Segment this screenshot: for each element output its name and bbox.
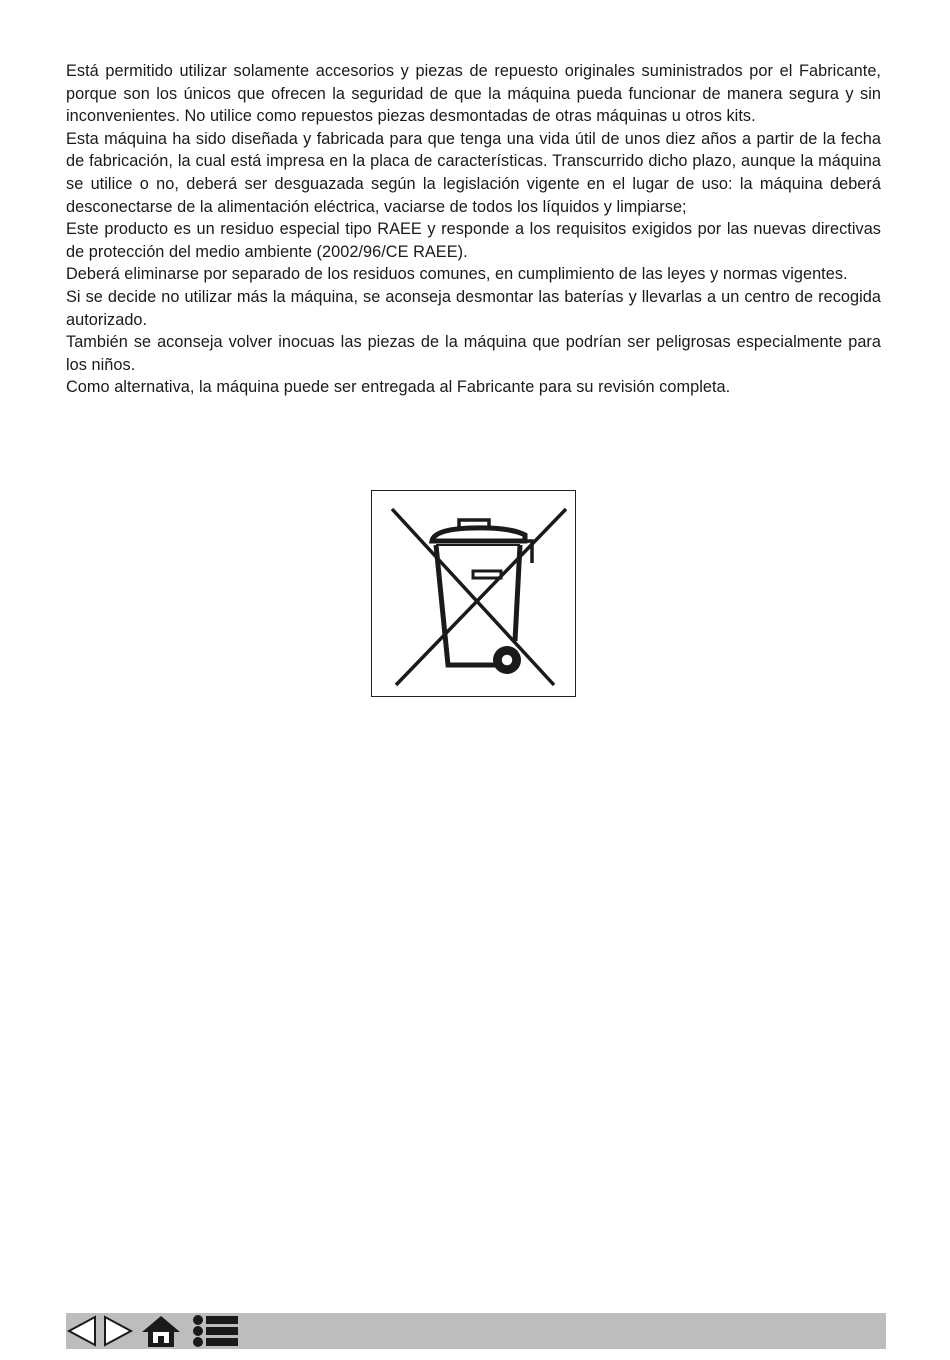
document-body xyxy=(66,60,881,399)
home-button[interactable] xyxy=(140,1313,182,1349)
paragraph-service-life: Esta máquina ha sido diseñada y fabricada para que tenga una vida útil de unos diez años a partir de la fecha de fabricación, la cual está impresa en la placa de características. Transcurrido dicho plazo, aunque la máquina se utilice o no, deberá ser desguazada según la legislación vigente en el lugar de uso: la máquina deberá desconectarse de la alimentación eléctrica, vaciarse de todos los líquidos y limpiarse; xyxy=(66,129,881,216)
next-page-icon xyxy=(102,1313,134,1349)
weee-symbol-frame xyxy=(371,490,576,697)
paragraph-raee-waste: Este producto es un residuo especial tipo RAEE y responde a los requisitos exigidos por las nuevas directivas de protección del medio ambiente (2002/96/CE RAEE). xyxy=(66,220,881,261)
paragraph-batteries: Si se decide no utilizar más la máquina, se aconseja desmontar las baterías y llevarlas a un centro de recogida autorizado. xyxy=(66,287,881,329)
table-of-contents-icon xyxy=(190,1313,240,1349)
table-of-contents-button[interactable] xyxy=(190,1313,240,1349)
paragraph-return-to-manufacturer: Como alternativa, la máquina puede ser entregada al Fabricante para su revisión completa. xyxy=(66,378,731,397)
previous-page-icon xyxy=(66,1313,100,1349)
navigation-bar xyxy=(66,1313,886,1349)
next-page-button[interactable] xyxy=(102,1313,134,1349)
home-icon xyxy=(140,1313,182,1349)
paragraph-separate-disposal: Deberá eliminarse por separado de los residuos comunes, en cumplimiento de las leyes y normas vigentes. xyxy=(66,265,848,284)
paragraph-dangerous-parts: También se aconseja volver inocuas las piezas de la máquina que podrían ser peligrosas especialmente para los niños. xyxy=(66,333,881,374)
crossed-out-wheelie-bin-icon xyxy=(372,491,575,696)
previous-page-button[interactable] xyxy=(66,1313,100,1349)
paragraph-original-parts: Está permitido utilizar solamente accesorios y piezas de repuesto originales suministrados por el Fabricante, porque son los únicos que ofrecen la seguridad de que la máquina pueda funcionar de manera segura y sin inconvenientes. No utilice como repuestos piezas desmontadas de otras máquinas u otros kits. xyxy=(66,62,881,126)
